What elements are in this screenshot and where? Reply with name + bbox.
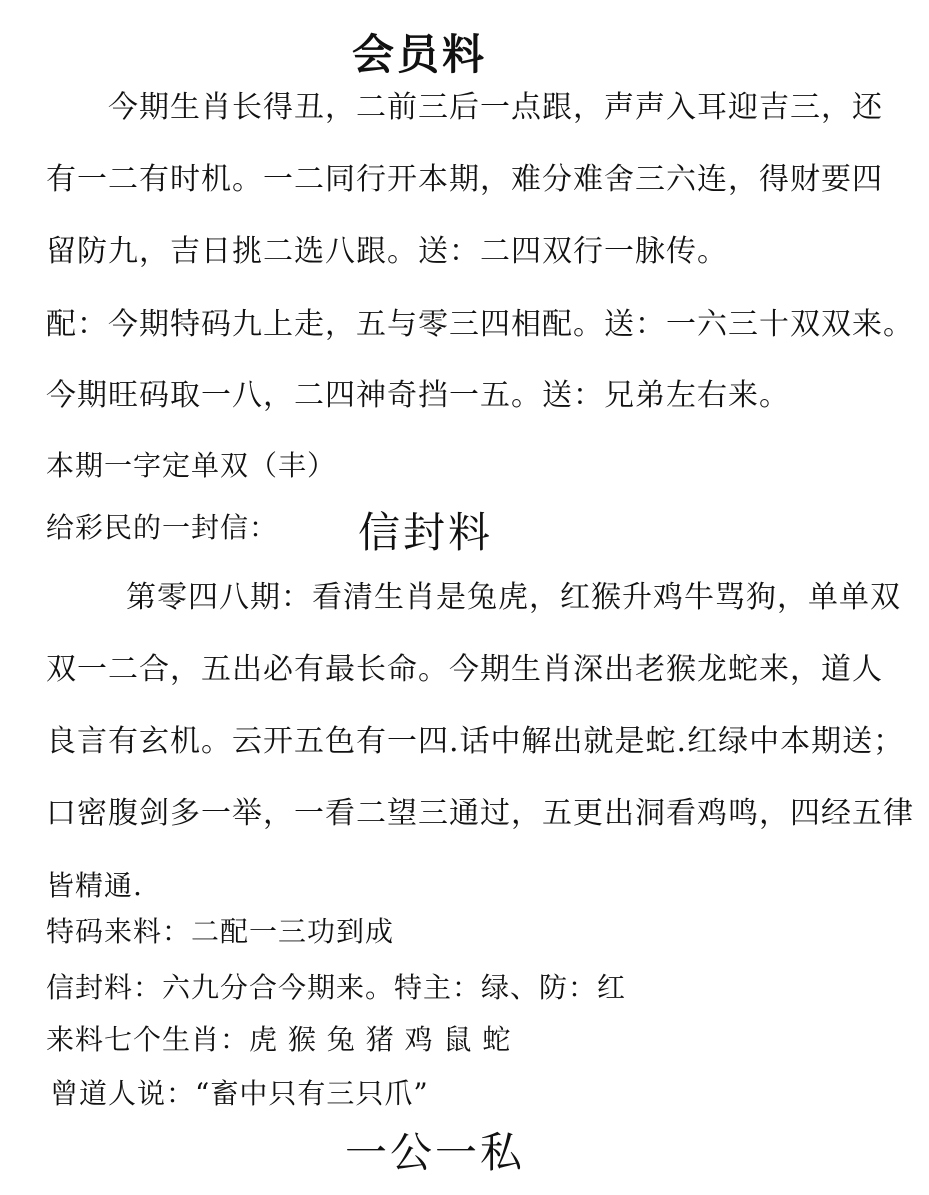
letter-label: 给彩民的一封信： — [46, 511, 279, 544]
paragraph-line: 今期生肖长得丑，二前三后一点跟，声声入耳迎吉三，还 — [108, 90, 883, 125]
paragraph-line: 留防九，吉日挑二选八跟。送：二四双行一脉传。 — [46, 234, 728, 269]
footer-text: 一公一私 — [345, 1128, 526, 1177]
paragraph-line: 良言有玄机。云开五色有一四.话中解出就是蛇.红绿中本期送； — [46, 724, 905, 759]
laoliao-line: 来料七个生肖：虎 猴 兔 猪 鸡 鼠 蛇 — [46, 1023, 512, 1056]
section-title-envelope: 信封料 — [358, 508, 494, 557]
paragraph-line: 有一二有时机。一二同行开本期，难分难舍三六连，得财要四 — [46, 162, 883, 197]
paragraph-line: 口密腹剑多一举，一看二望三通过，五更出洞看鸡鸣，四经五律 — [46, 796, 914, 831]
xinfeng-line: 信封料：六九分合今期来。特主：绿、防：红 — [46, 971, 627, 1004]
paragraph-line: 皆精通. — [46, 869, 143, 902]
paragraph-line: 双一二合，五出必有最长命。今期生肖深出老猴龙蛇来，道人 — [46, 652, 883, 687]
danshuang-line: 本期一字定单双（丰） — [46, 449, 337, 482]
tema-line: 特码来料：二配一三功到成 — [46, 915, 395, 948]
zeng-line: 曾道人说：“畜中只有三只爪” — [50, 1077, 429, 1110]
section-title-member: 会员料 — [352, 30, 488, 79]
wang-line: 今期旺码取一八，二四神奇挡一五。送：兄弟左右来。 — [46, 378, 790, 413]
paragraph-line: 第零四八期：看清生肖是兔虎，红猴升鸡牛骂狗，单单双 — [126, 580, 901, 615]
pei-line: 配：今期特码九上走，五与零三四相配。送：一六三十双双来。 — [46, 307, 914, 342]
